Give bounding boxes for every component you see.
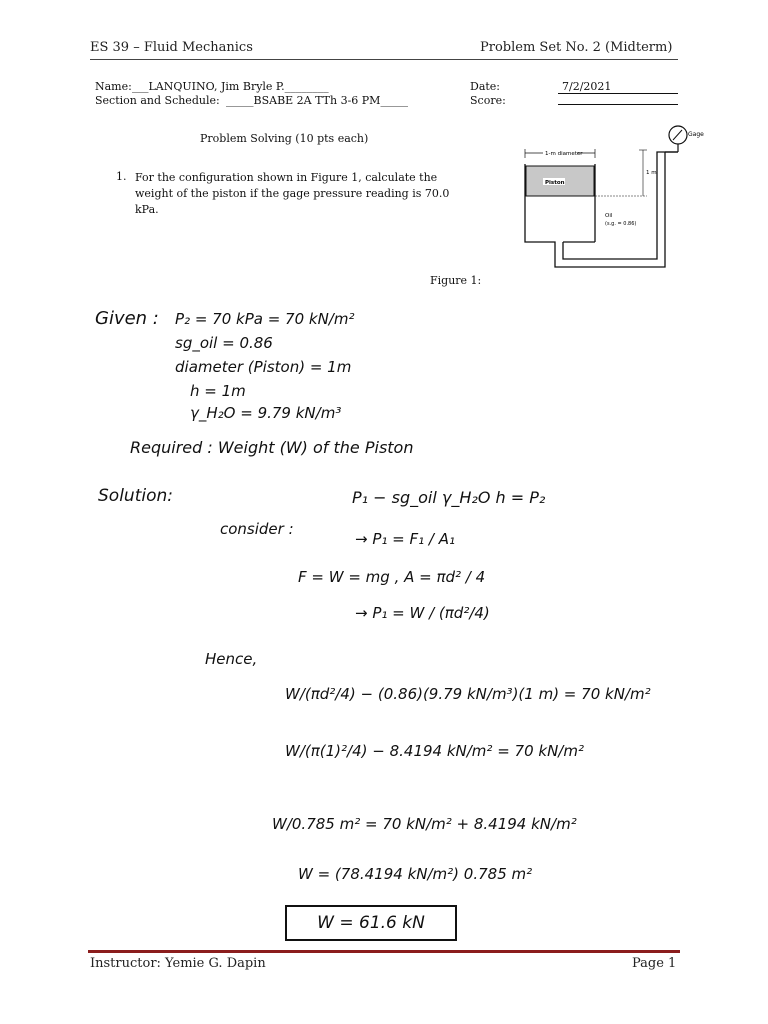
hence-label: Hence,	[205, 650, 258, 668]
date-line	[558, 93, 678, 94]
section-label: Section and Schedule:	[95, 94, 220, 107]
given-pressure: P₂ = 70 kPa = 70 kN/m²	[175, 310, 355, 328]
problem-number: 1.	[116, 170, 127, 183]
name-label: Name:	[95, 80, 132, 93]
footer-rule	[88, 950, 680, 953]
problem-text: For the configuration shown in Figure 1, calculate the weight of the piston if the gage pressure reading is 70.0 kPa.	[135, 171, 450, 216]
consider-weight-area: F = W = mg , A = πd² / 4	[298, 568, 486, 586]
solution-label: Solution:	[98, 486, 173, 506]
header-rule	[90, 59, 678, 60]
section-value: _____BSABE 2A TTh 3-6 PM_____	[226, 94, 408, 107]
name-value: ___LANQUINO, Jim Bryle P.________	[132, 80, 329, 93]
score-line	[558, 104, 678, 105]
score-label: Score:	[470, 94, 506, 107]
oil-sg-label: (s.g. = 0.86)	[605, 221, 637, 227]
figure-caption: Figure 1:	[430, 274, 482, 287]
page-number: Page 1	[632, 956, 677, 971]
consider-pressure-force: → P₁ = F₁ / A₁	[355, 530, 456, 548]
step-3: W/0.785 m² = 70 kN/m² + 8.4194 kN/m²	[272, 815, 577, 833]
consider-label: consider :	[220, 520, 294, 538]
gage-label: Gage	[688, 131, 704, 138]
given-gamma-water: γ_H₂O = 9.79 kN/m³	[190, 404, 342, 422]
given-label: Given :	[95, 308, 159, 329]
oil-label: Oil	[605, 213, 613, 219]
given-diameter: diameter (Piston) = 1m	[175, 358, 352, 376]
given-height: h = 1m	[190, 382, 246, 400]
given-sg-oil: sg_oil = 0.86	[175, 334, 273, 352]
date-value: 7/2/2021	[562, 80, 612, 93]
date-label: Date:	[470, 80, 501, 93]
instructor-name: Instructor: Yemie G. Dapin	[90, 956, 266, 971]
required-line: Required : Weight (W) of the Piston	[130, 438, 414, 457]
step-4: W = (78.4194 kN/m²) 0.785 m²	[298, 865, 533, 883]
problem-set-title: Problem Set No. 2 (Midterm)	[480, 40, 673, 55]
piston-label: Piston	[545, 180, 565, 186]
problem-heading: Problem Solving (10 pts each)	[200, 132, 369, 145]
step-2: W/(π(1)²/4) − 8.4194 kN/m² = 70 kN/m²	[285, 742, 584, 760]
solution-equation: P₁ − sg_oil γ_H₂O h = P₂	[352, 488, 546, 507]
consider-pressure-weight: → P₁ = W / (πd²/4)	[355, 604, 490, 622]
final-answer-box: W = 61.6 kN	[285, 905, 457, 941]
figure-1-diagram	[515, 122, 705, 282]
course-title: ES 39 – Fluid Mechanics	[90, 40, 253, 55]
height-label: 1 m	[646, 170, 657, 176]
diameter-label: 1-m diameter	[545, 151, 583, 157]
step-1: W/(πd²/4) − (0.86)(9.79 kN/m³)(1 m) = 70 kN/m²	[285, 685, 651, 703]
